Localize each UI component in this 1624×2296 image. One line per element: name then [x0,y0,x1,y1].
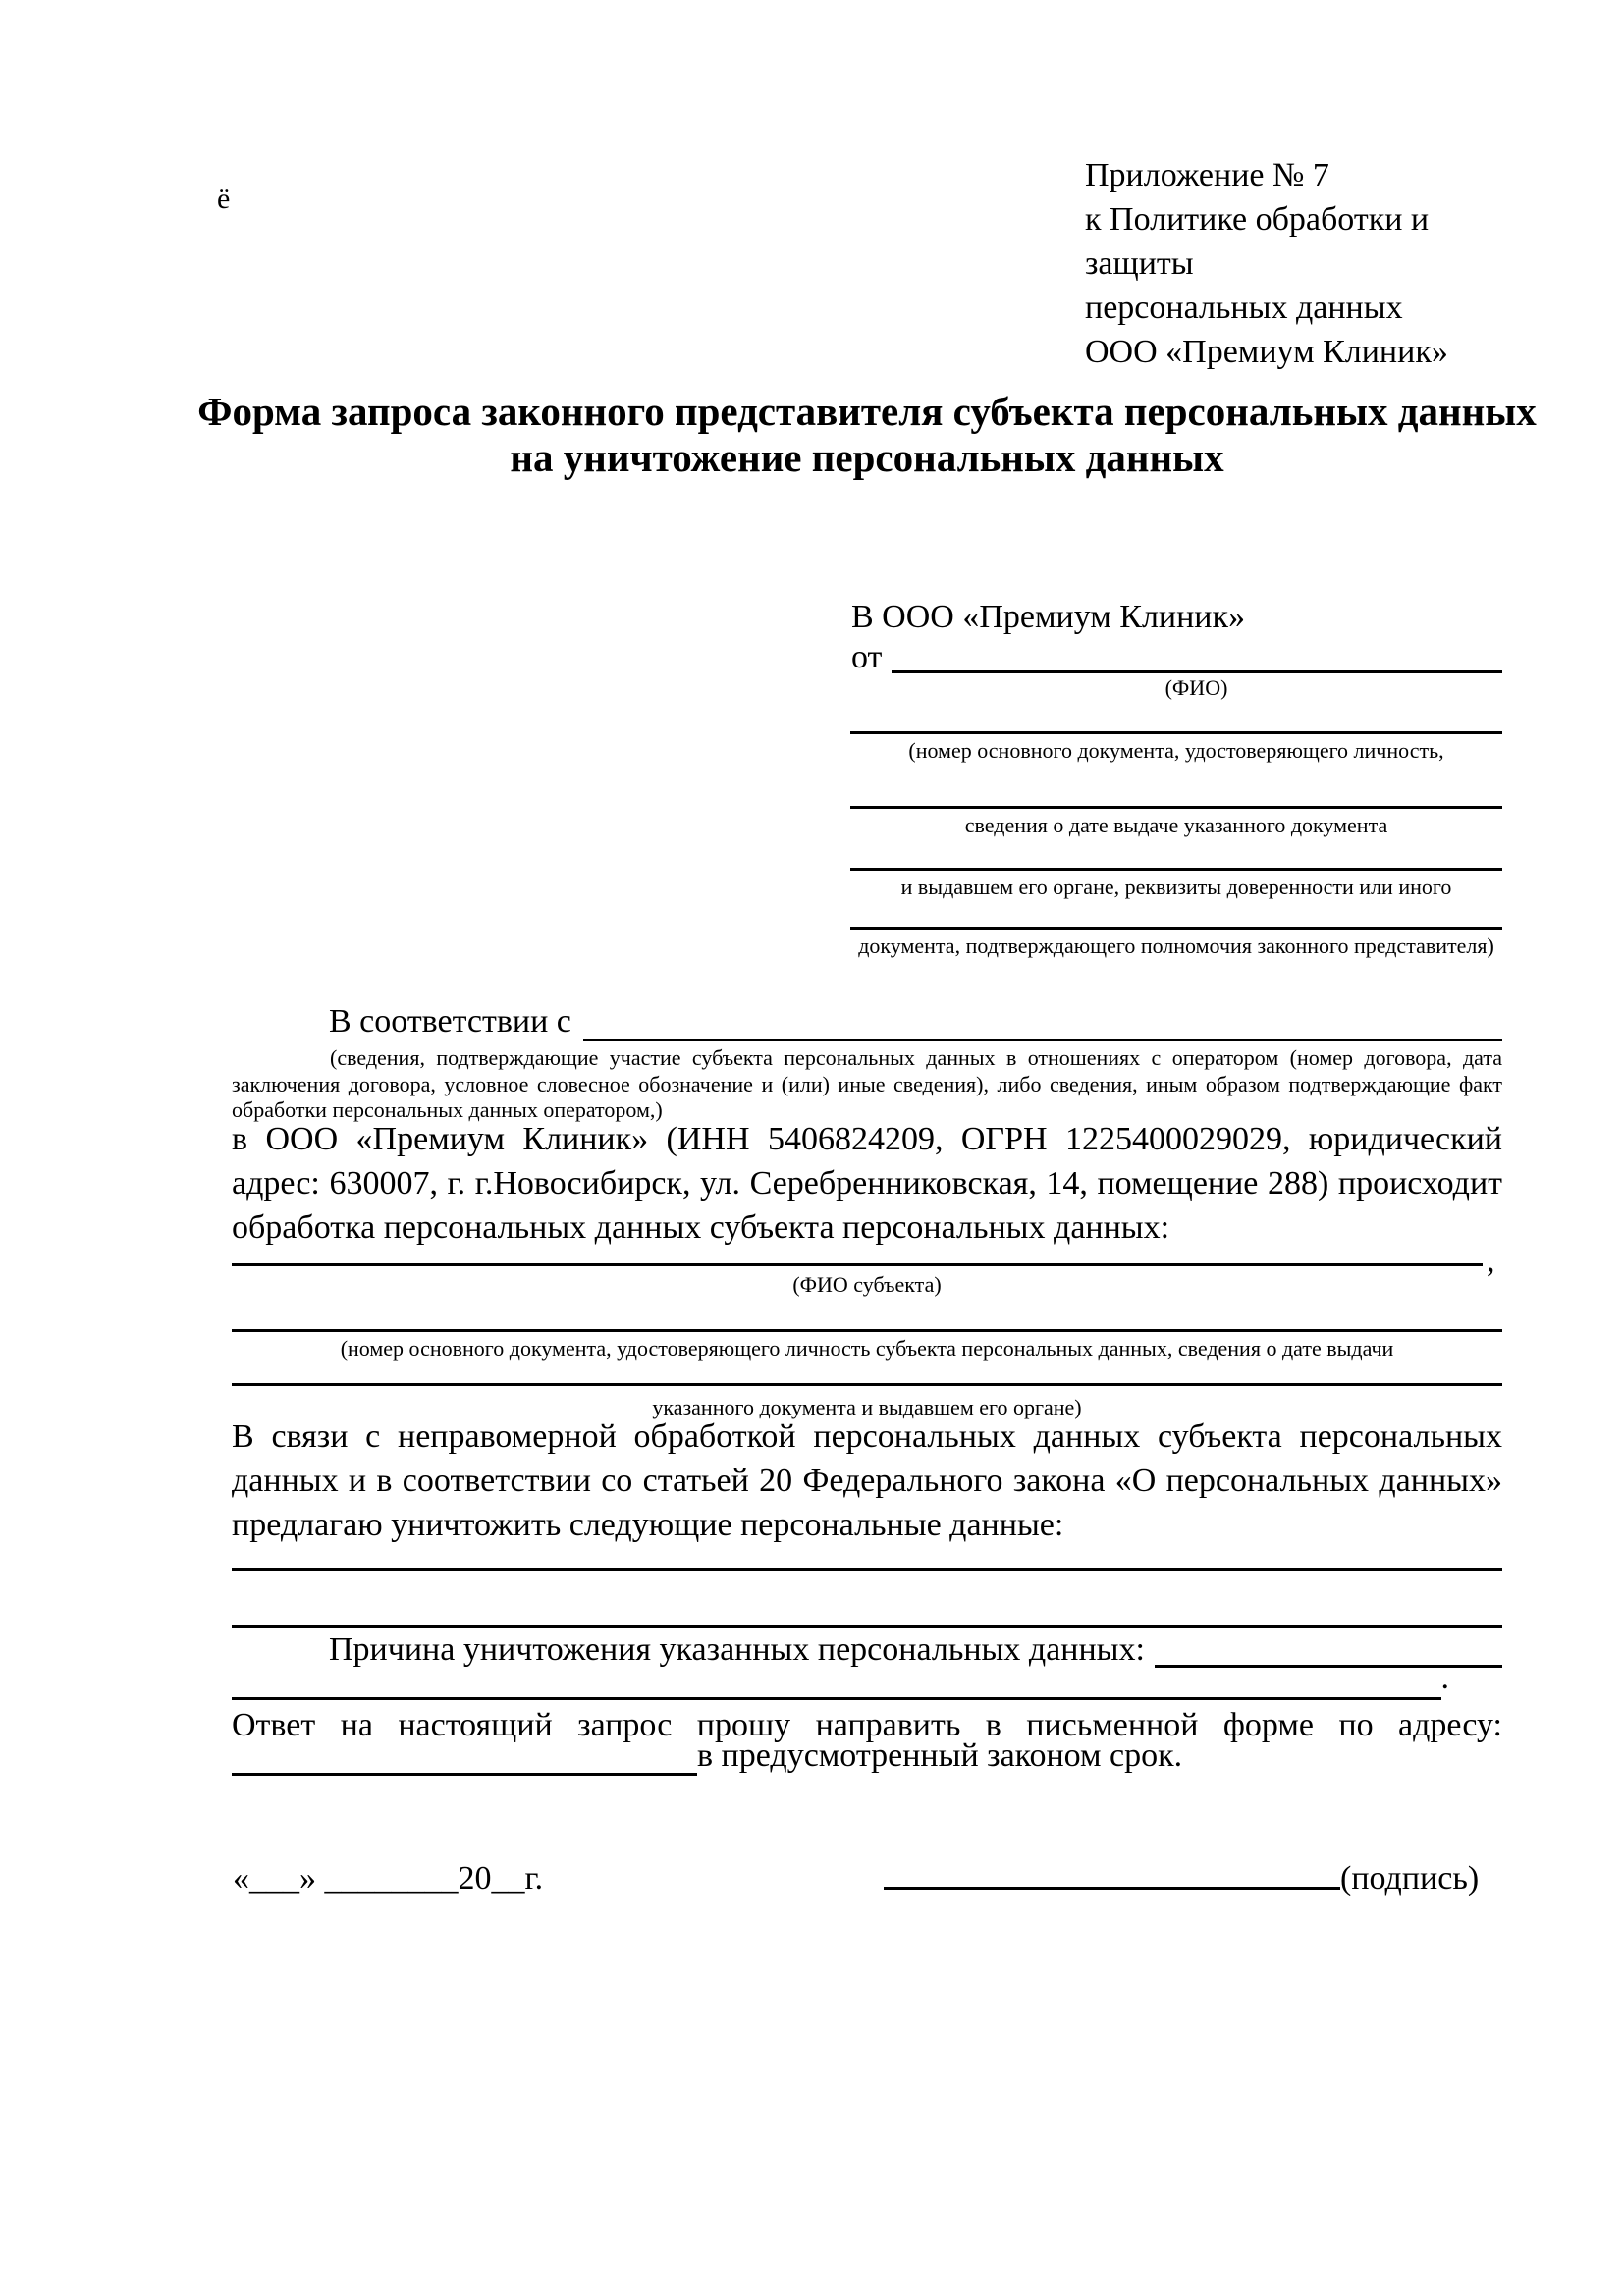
representative-doc-caption: документа, подтверждающего полномочия законного представителя) [858,934,1494,958]
form-title-line2: на уничтожение персональных данных [510,435,1224,480]
from-blank-line [892,638,1502,673]
form-title-line1: Форма запроса законного представителя субъекта персональных данных [197,389,1537,434]
from-row [851,638,1502,673]
appendix-header-line: ООО «Премиум Клиник» [1085,334,1448,370]
reply-paragraph: Ответ на настоящий запрос прошу направить в письменной форме по адресу: [232,1707,1502,1743]
from-label: от [851,639,883,675]
reason-label: Причина уничтожения указанных персональных данных: [329,1631,1145,1668]
data-blank-line [232,1625,1502,1628]
stray-char: ё [217,183,231,215]
operator-paragraph: в ООО «Премиум Клиник» (ИНН 5406824209, ОГРН 1225400029029, юридический адрес: 630007, г. г.Новосибирск, ул. Серебренниковская, 14, помещение 288) происходит обработка персональных данных субъекта персональных данных: [232,1121,1502,1246]
subject-fio-blank-line [232,1263,1483,1266]
representative-doc-caption: (номер основного документа, удостоверяющего личность, [908,738,1444,763]
reason-blank-line2 [232,1659,1441,1700]
blank-line [850,927,1502,930]
trailing-period: . [1440,1660,1449,1696]
appendix-header [1085,153,1537,374]
recipient-org: В ООО «Премиум Клиник» [851,599,1246,635]
subject-doc-caption-line2: указанного документа и выдавшем его органе) [652,1395,1082,1419]
data-blank-line [232,1568,1502,1571]
accordance-blank-line [583,1002,1502,1041]
blank-line [232,1383,1502,1386]
reason-continuation-row [232,1659,1449,1700]
blank-line [850,868,1502,871]
address-blank-line [232,1736,697,1776]
fio-caption: (ФИО) [1164,675,1228,700]
reply-tail: в предусмотренный законом срок. [697,1737,1183,1774]
accordance-label: В соответствии с [329,1003,571,1040]
subject-fio-caption: (ФИО субъекта) [792,1272,942,1297]
accordance-row [329,1002,1502,1041]
date-line: «___» ________20__г. [233,1860,544,1896]
appendix-header-line: персональных данных [1085,290,1403,326]
blank-line [850,806,1502,809]
subject-doc-caption-line1: (номер основного документа, удостоверяющего личность субъекта персональных данных, сведения о дате выдачи [340,1336,1394,1361]
representative-doc-caption: сведения о дате выдаче указанного документа [964,813,1388,837]
form-title [177,389,1557,481]
appendix-header-line: к Политике обработки и защиты [1085,201,1430,282]
blank-line [850,731,1502,734]
signature-blank-line [884,1887,1340,1890]
address-row [232,1736,1502,1776]
trailing-comma: , [1487,1243,1495,1279]
representative-doc-caption: и выдавшем его органе, реквизиты доверенности или иного [900,875,1452,899]
blank-line [232,1329,1502,1332]
signature-caption: (подпись) [1340,1860,1480,1896]
unlawful-paragraph: В связи с неправомерной обработкой персональных данных субъекта персональных данных и в соответствии со статьей 20 Федерального закона «О персональных данных» предлагаю уничтожить следующие персональные данные: [232,1418,1502,1543]
accordance-note: (сведения, подтверждающие участие субъекта персональных данных в отношениях с оператором (номер договора, дата заключения договора, условное словесное обозначение и (или) иные сведения), либо сведения, иным образом подтверждающие факт обработки персональных данных оператором,) [232,1045,1502,1122]
appendix-header-line: Приложение № 7 [1085,157,1329,193]
